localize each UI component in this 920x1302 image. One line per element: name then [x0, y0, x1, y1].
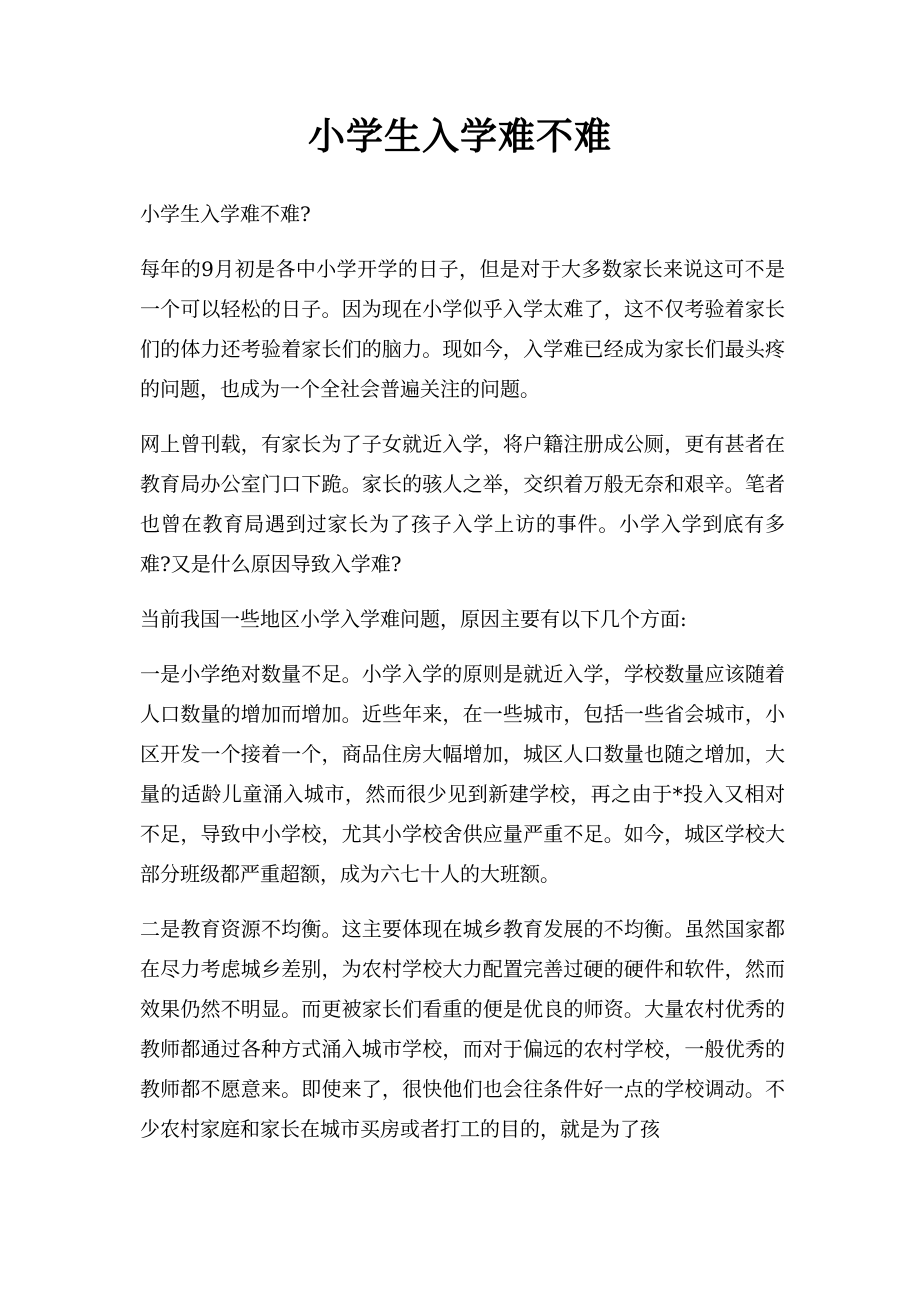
paragraph-news: 网上曾刊载，有家长为了子女就近入学，将户籍注册成公厕，更有甚者在教育局办公室门口下跪。家长的骇人之举，交织着万般无奈和艰辛。笔者也曾在教育局遇到过家长为了孩子入学上访的事件。小学入学到底有多难?又是什么原因导致入学难? [140, 432, 785, 576]
paragraph-causes-heading: 当前我国一些地区小学入学难问题，原因主要有以下几个方面: [140, 607, 687, 631]
paragraph-intro: 每年的9月初是各中小学开学的日子，但是对于大多数家长来说这可不是一个可以轻松的日子。因为现在小学似乎入学太难了，这不仅考验着家长们的体力还考验着家长们的脑力。现如今，入学难已经成为家长们最头疼的问题，也成为一个全社会普遍关注的问题。 [140, 257, 785, 401]
document-title: 小学生入学难不难 [308, 114, 612, 158]
paragraph-question: 小学生入学难不难? [140, 202, 311, 226]
document-body [140, 194, 785, 1164]
paragraph-cause-two: 二是教育资源不均衡。这主要体现在城乡教育发展的不均衡。虽然国家都在尽力考虑城乡差别，为农村学校大力配置完善过硬的硬件和软件，然而效果仍然不明显。而更被家长们看重的便是优良的师资。大量农村优秀的教师都通过各种方式涌入城市学校，而对于偏远的农村学校，一般优秀的教师都不愿意来。即使来了，很快他们也会往条件好一点的学校调动。不少农村家庭和家长在城市买房或者打工的目的，就是为了孩 [140, 917, 785, 1141]
paragraph-cause-one: 一是小学绝对数量不足。小学入学的原则是就近入学，学校数量应该随着人口数量的增加而增加。近些年来，在一些城市，包括一些省会城市，小区开发一个接着一个，商品住房大幅增加，城区人口数量也随之增加，大量的适龄儿童涌入城市，然而很少见到新建学校，再之由于*投入又相对不足，导致中小学校，尤其小学校舍供应量严重不足。如今，城区学校大部分班级都严重超额，成为六七十人的大班额。 [140, 662, 785, 886]
